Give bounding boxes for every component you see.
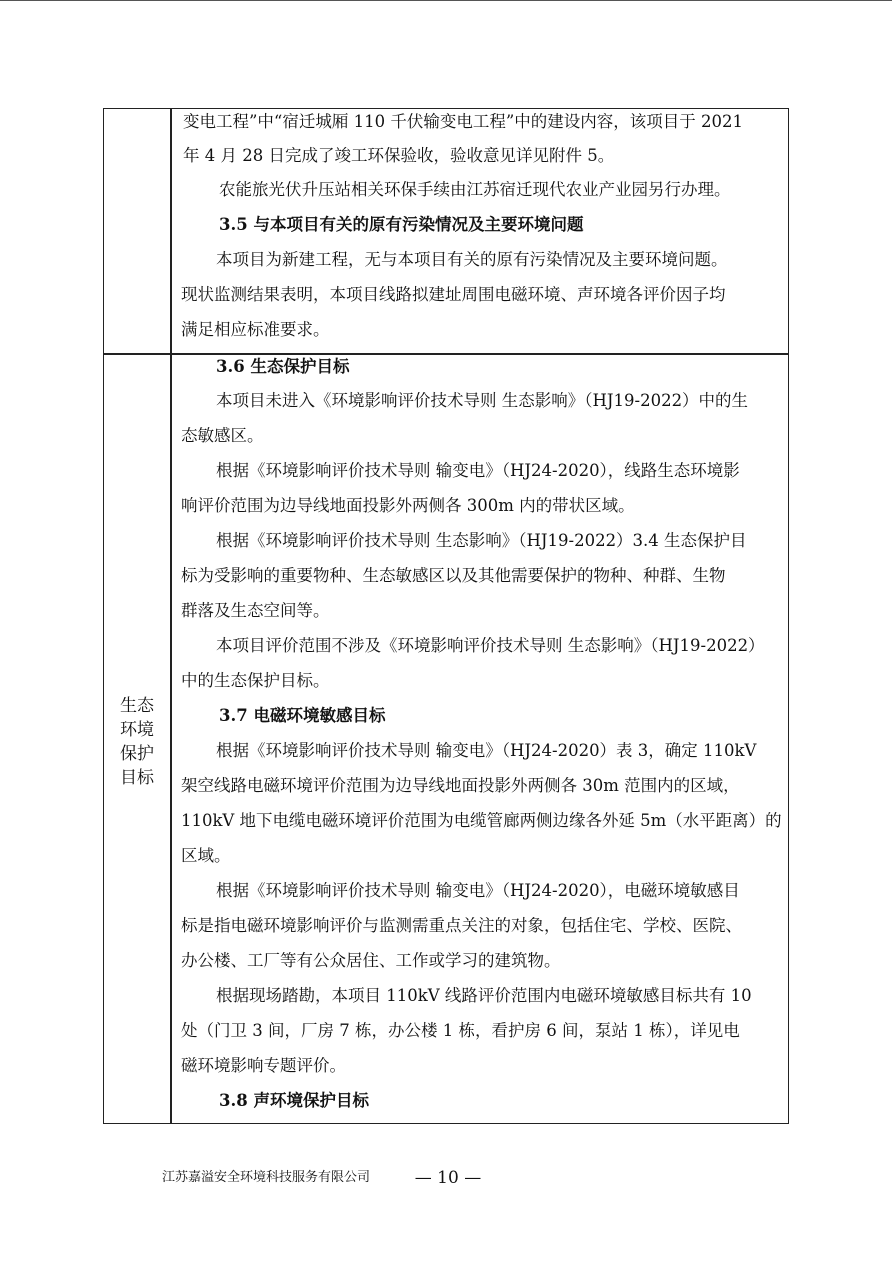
text-line: 根据《环境影响评价技术导则 输变电》（HJ24-2020），线路生态环境影 [216, 461, 740, 480]
text-line: 标为受影响的重要物种、生态敏感区以及其他需要保护的物种、种群、生物 [181, 566, 726, 585]
text-line: 本项目评价范围不涉及《环境影响评价技术导则 生态影响》（HJ19-2022） [216, 636, 765, 655]
text-line: 架空线路电磁环境评价范围为边导线地面投影外两侧各 30m 范围内的区域， [181, 776, 740, 795]
text-line: 满足相应标准要求。 [181, 320, 330, 339]
text-line: 标是指电磁环境影响评价与监测需重点关注的对象，包括住宅、学校、医院、 [181, 916, 742, 935]
text-line: 根据《环境影响评价技术导则 生态影响》（HJ19-2022）3.4 生态保护目 [216, 531, 747, 550]
table-column-divider [170, 108, 172, 1124]
text-line: 处（门卫 3 间，厂房 7 栋，办公楼 1 栋，看护房 6 间，泵站 1 栋），详见电 [181, 1021, 740, 1040]
text-line: 110kV 地下电缆电磁环境评价范围为电缆管廊两侧边缘各外延 5m（水平距离）的 [181, 811, 782, 830]
side-label-4: 目标 [120, 768, 154, 788]
text-line: 变电工程”中“宿迁城厢 110 千伏输变电工程”中的建设内容，该项目于 2021 [183, 112, 744, 131]
text-line: 根据现场踏勘，本项目 110kV 线路评价范围内电磁环境敏感目标共有 10 [216, 986, 752, 1005]
section-heading-3-6: 3.6 生态保护目标 [216, 357, 350, 376]
text-line: 农能旅光伏升压站相关环保手续由江苏宿迁现代农业产业园另行办理。 [219, 180, 731, 199]
text-line: 态敏感区。 [181, 426, 264, 445]
text-line: 办公楼、工厂等有公众居住、工作或学习的建筑物。 [181, 951, 561, 970]
text-line: 中的生态保护目标。 [181, 671, 330, 690]
page-number: — 10 — [414, 1168, 482, 1188]
text-line: 磁环境影响专题评价。 [181, 1056, 346, 1075]
page-top-rule [0, 0, 892, 1]
text-line: 根据《环境影响评价技术导则 输变电》（HJ24-2020），电磁环境敏感目 [216, 881, 740, 900]
text-line: 群落及生态空间等。 [181, 601, 330, 620]
side-label-2: 环境 [120, 720, 154, 740]
text-line: 根据《环境影响评价技术导则 输变电》（HJ24-2020）表 3，确定 110kV [216, 741, 757, 760]
table-row-divider [103, 353, 789, 355]
text-line: 年 4 月 28 日完成了竣工环保验收，验收意见详见附件 5。 [183, 146, 615, 165]
text-line: 本项目未进入《环境影响评价技术导则 生态影响》（HJ19-2022）中的生 [216, 391, 749, 410]
section-heading-3-7: 3.7 电磁环境敏感目标 [219, 706, 386, 725]
text-line: 区域。 [181, 846, 231, 865]
footer-company: 江苏嘉溢安全环境科技服务有限公司 [162, 1170, 371, 1185]
section-heading-3-8: 3.8 声环境保护目标 [219, 1091, 369, 1110]
text-line: 现状监测结果表明，本项目线路拟建址周围电磁环境、声环境各评价因子均 [181, 285, 726, 304]
side-label-1: 生态 [120, 696, 154, 716]
text-line: 响评价范围为边导线地面投影外两侧各 300m 内的带状区域。 [181, 496, 635, 515]
section-heading-3-5: 3.5 与本项目有关的原有污染情况及主要环境问题 [219, 215, 584, 234]
text-line: 本项目为新建工程，无与本项目有关的原有污染情况及主要环境问题。 [216, 250, 728, 269]
side-label-3: 保护 [120, 744, 154, 764]
